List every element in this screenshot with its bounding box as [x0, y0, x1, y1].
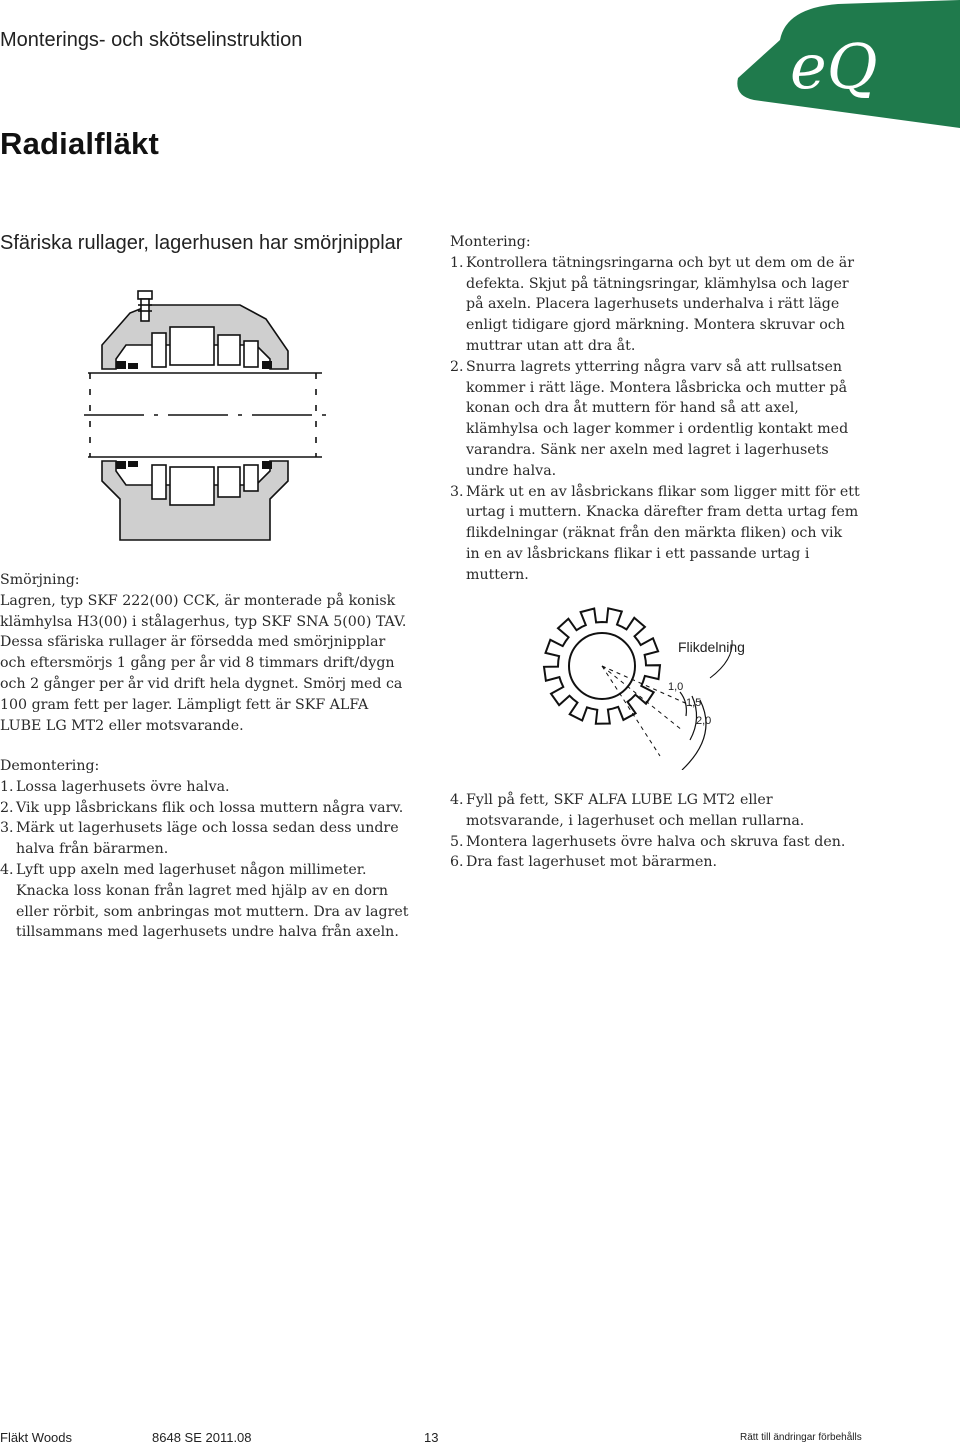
document-header-title: Monterings- och skötselinstruktion	[0, 29, 303, 51]
disassembly-step: 3. Märk ut lagerhusets läge och lossa sedan dess undre halva från bärarmen.	[0, 820, 399, 858]
lubrication-section	[0, 570, 410, 736]
footer-company: Fläkt Woods	[0, 1430, 73, 1445]
assembly-step: 4. Fyll på fett, SKF ALFA LUBE LG MT2 eller motsvarande, i lagerhuset och mellan rullarna.	[450, 792, 805, 829]
assembly-heading: Montering:	[450, 234, 531, 250]
assembly-step: 3. Märk ut en av låsbrickans flikar som ligger mitt för ett urtag i muttern. Knacka därefter fram detta urtag fem flikdelningar (räknat från den märkta fliken) och vik in en av låsbrickans flikar i ett passande urtag i muttern.	[450, 483, 860, 583]
lubrication-heading: Smörjning:	[0, 572, 80, 588]
eq-logo	[728, 0, 960, 128]
disassembly-section	[0, 756, 410, 943]
footer-rights: Rätt till ändringar förbehålls	[740, 1432, 862, 1443]
tab-pitch-label: Flikdelning	[678, 639, 745, 655]
lock-washer-figure	[540, 590, 800, 770]
section-title: Sfäriska rullager, lagerhusen har smörjnipplar	[0, 232, 403, 254]
assembly-section-continued	[450, 790, 860, 873]
footer-doc-code: 8648 SE 2011.08	[152, 1430, 252, 1445]
disassembly-heading: Demontering:	[0, 758, 100, 774]
footer-page-number: 13	[424, 1430, 439, 1445]
assembly-step: 6. Dra fast lagerhuset mot bärarmen.	[450, 854, 718, 871]
assembly-step: 5. Montera lagerhusets övre halva och skruva fast den.	[450, 833, 846, 850]
tab-pitch-mark: 2,0	[696, 715, 712, 727]
tab-pitch-mark: 1,0	[668, 681, 684, 693]
page-title: Radialfläkt	[0, 126, 159, 161]
disassembly-step: 4. Lyft upp axeln med lagerhuset någon millimeter. Knacka loss konan från lagret med hjälp av en dorn eller rörbit, som anbringas mot muttern. Dra av lagret tillsammans med lagerhusets undre halva från axeln.	[0, 861, 409, 941]
assembly-step: 1. Kontrollera tätningsringarna och byt ut dem om de är defekta. Skjut på tätningsringar, klämhylsa och lager på axeln. Placera lagerhusets underhalva i rätt läge enligt tidigare gjord märkning. Montera skruvar och muttrar utan att dra åt.	[450, 254, 855, 354]
tab-pitch-mark: 1,5	[686, 697, 702, 709]
assembly-section	[450, 232, 860, 586]
disassembly-step: 2. Vik upp låsbrickans flik och lossa muttern några varv.	[0, 799, 404, 816]
disassembly-step: 1. Lossa lagerhusets övre halva.	[0, 778, 230, 795]
lubrication-text: Lagren, typ SKF 222(00) CCK, är monterade på konisk klämhylsa H3(00) i stålagerhus, typ SKF SNA 5(00) TAV. Dessa sfäriska rullager är försedda med smörjnipplar och eftersmörjs 1 gång per år vid 8 timmars drift/dygn och 2 gånger per år vid drift hela dygnet. Smörj med ca 100 gram fett per lager. Lämpligt fett är SKF ALFA LUBE LG MT2 eller motsvarande.	[0, 592, 407, 734]
svg-text:eQ: eQ	[790, 30, 878, 103]
assembly-step: 2. Snurra lagrets ytterring några varv så att rullsatsen kommer i rätt läge. Montera låsbricka och mutter på konan och dra åt muttern för hand så att axel, klämhylsa och lager kommer i ordentlig kontakt med varandra. Sänk ner axeln med lagret i lagerhusets undre halva.	[450, 358, 849, 479]
page-footer	[0, 1430, 960, 1447]
bearing-housing-cross-section	[80, 285, 330, 550]
